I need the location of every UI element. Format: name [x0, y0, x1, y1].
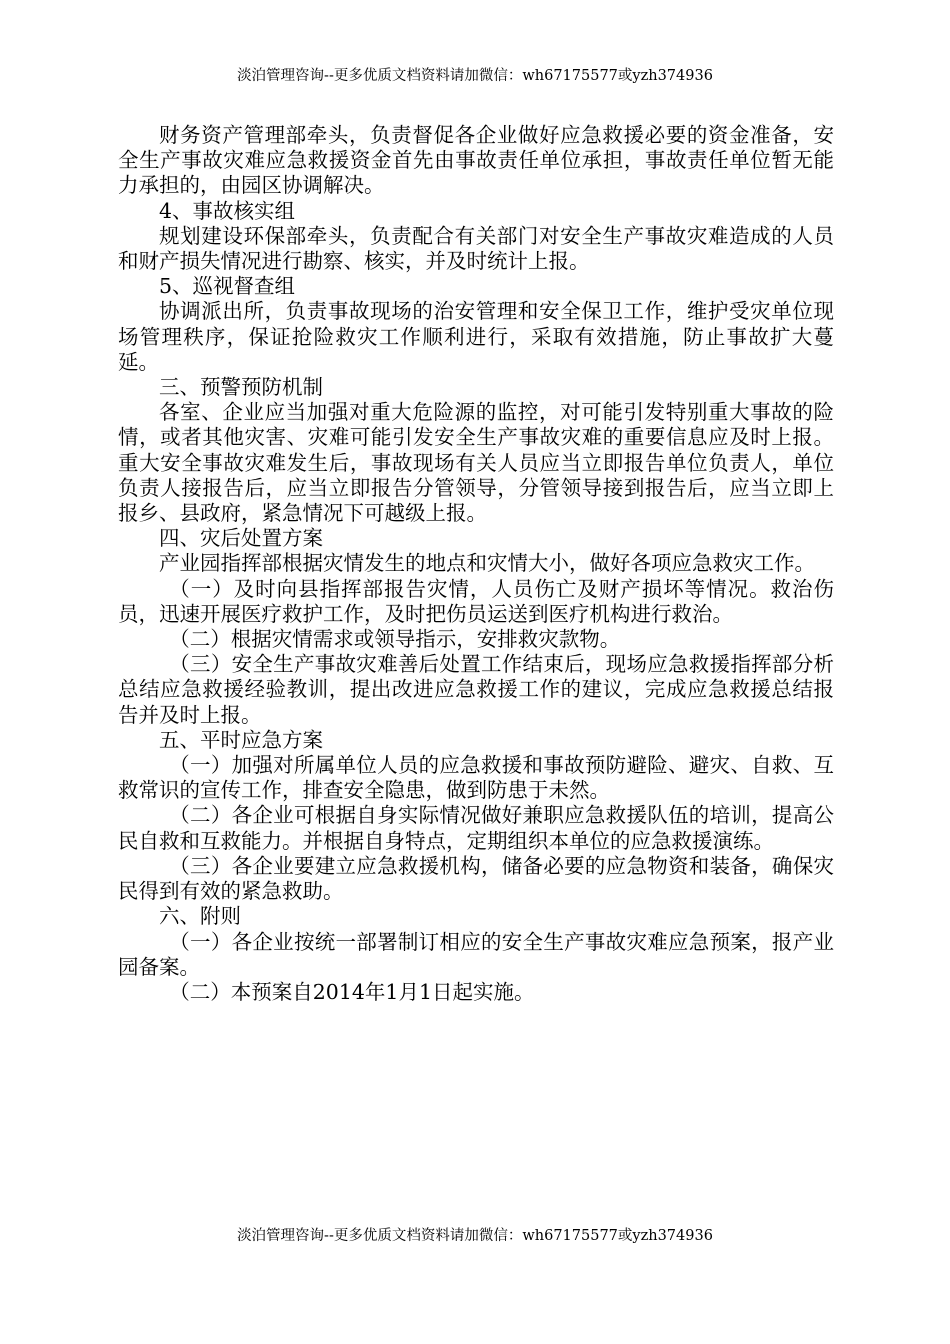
page-header: 淡泊管理咨询--更多优质文档资料请加微信：wh67175577或yzh374936 — [237, 68, 713, 84]
clause-supplementary-1: （一）各企业按统一部署制订相应的安全生产事故灾难应急预案，报产业园备案。 — [118, 929, 834, 979]
paragraph-verification-duties: 规划建设环保部牵头，负责配合有关部门对安全生产事故灾难造成的人员和财产损失情况进行勘察、核实，并及时统计上报。 — [118, 223, 834, 274]
paragraph-post-disaster-intro: 产业园指挥部根据灾情发生的地点和灾情大小，做好各项应急救灾工作。 — [159, 551, 815, 576]
clause-post-disaster-2: （二）根据灾情需求或领导指示，安排救灾款物。 — [169, 627, 621, 652]
clause-post-disaster-3: （三）安全生产事故灾难善后处置工作结束后，现场应急救援指挥部分析总结应急救援经验教训，提出改进应急救援工作的建议，完成应急救援总结报告并及时上报。 — [118, 652, 834, 727]
heading-accident-verification-group: 4、事故核实组 — [159, 198, 296, 223]
heading-inspection-group: 5、巡视督查组 — [159, 274, 296, 299]
heading-post-disaster: 四、灾后处置方案 — [159, 526, 323, 551]
paragraph-early-warning: 各室、企业应当加强对重大危险源的监控，对可能引发特别重大事故的险情，或者其他灾害、灾难可能引发安全生产事故灾难的重要信息应及时上报。重大安全事故灾难发生后，事故现场有关人员应当立即报告单位负责人，单位负责人接报告后，应当立即报告分管领导，分管领导接到报告后，应当立即上报乡、县政府，紧急情况下可越级上报。 — [118, 400, 834, 526]
clause-supplementary-2: （二）本预案自2014年1月1日起实施。 — [169, 979, 535, 1004]
clause-routine-2: （二）各企业可根据自身实际情况做好兼职应急救援队伍的培训，提高公民自救和互救能力。并根据自身特点，定期组织本单位的应急救援演练。 — [118, 803, 834, 853]
heading-routine-plan: 五、平时应急方案 — [159, 727, 323, 752]
document-body — [118, 123, 834, 1005]
clause-routine-1: （一）加强对所属单位人员的应急救援和事故预防避险、避灾、自救、互救常识的宣传工作，排查安全隐患，做到防患于未然。 — [118, 753, 834, 803]
heading-early-warning: 三、预警预防机制 — [159, 375, 323, 400]
heading-supplementary: 六、附则 — [159, 904, 241, 929]
page-footer: 淡泊管理咨询--更多优质文档资料请加微信：wh67175577或yzh374936 — [237, 1228, 713, 1244]
clause-post-disaster-1: （一）及时向县指挥部报告灾情，人员伤亡及财产损坏等情况。救治伤员，迅速开展医疗救护工作，及时把伤员运送到医疗机构进行救治。 — [118, 576, 834, 626]
paragraph-finance-group: 财务资产管理部牵头，负责督促各企业做好应急救援必要的资金准备，安全生产事故灾难应急救援资金首先由事故责任单位承担，事故责任单位暂无能力承担的，由园区协调解决。 — [118, 123, 834, 198]
clause-routine-3: （三）各企业要建立应急救援机构，储备必要的应急物资和装备，确保灾民得到有效的紧急救助。 — [118, 853, 834, 904]
paragraph-inspection-duties: 协调派出所，负责事故现场的治安管理和安全保卫工作，维护受灾单位现场管理秩序，保证抢险救灾工作顺利进行，采取有效措施，防止事故扩大蔓延。 — [118, 299, 834, 374]
